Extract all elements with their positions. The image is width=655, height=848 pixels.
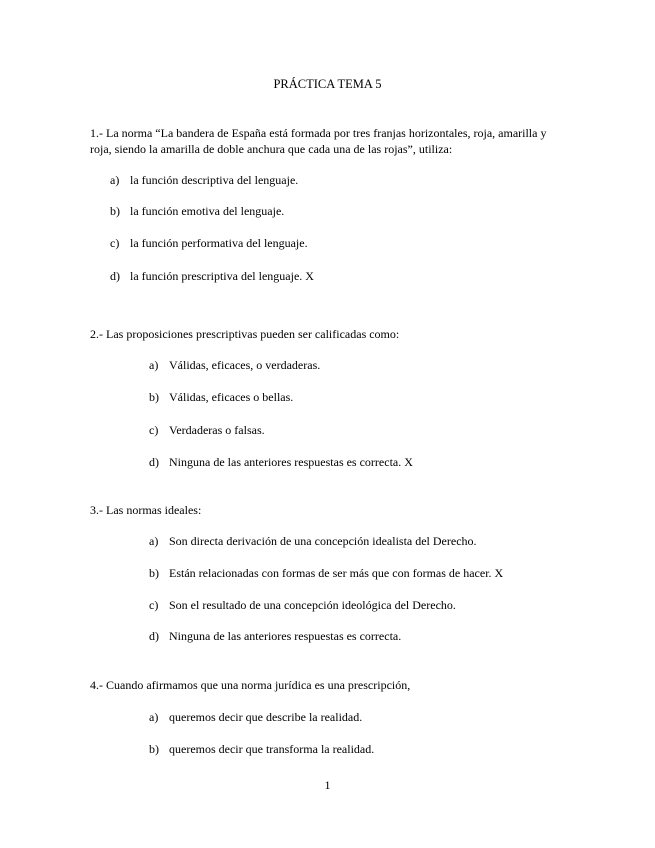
option-label: a) bbox=[149, 710, 159, 724]
option-text: Verdaderas o falsas. bbox=[169, 423, 265, 437]
question-2-text: 2.- Las proposiciones prescriptivas pueden ser calificadas como: bbox=[90, 327, 400, 341]
question-3-option-d bbox=[149, 629, 401, 644]
question-3-option-c bbox=[149, 598, 456, 613]
question-4-option-b bbox=[149, 742, 374, 757]
question-2-option-a bbox=[149, 358, 320, 373]
option-text: Ninguna de las anteriores respuestas es correcta. X bbox=[169, 455, 413, 469]
question-1-option-b bbox=[110, 204, 284, 219]
question-3-text: 3.- Las normas ideales: bbox=[90, 503, 202, 517]
option-label: c) bbox=[149, 423, 159, 437]
option-label: a) bbox=[149, 358, 159, 372]
question-1-option-d bbox=[110, 269, 314, 284]
question-1-option-c bbox=[110, 236, 308, 251]
option-text: Válidas, eficaces o bellas. bbox=[169, 390, 294, 404]
option-text: queremos decir que describe la realidad. bbox=[169, 710, 363, 724]
option-label: d) bbox=[110, 269, 120, 283]
option-label: a) bbox=[110, 173, 120, 187]
question-4-text: 4.- Cuando afirmamos que una norma jurídica es una prescripción, bbox=[90, 678, 411, 692]
question-1-text: 1.- La norma “La bandera de España está formada por tres franjas horizontales, roja, amarilla y roja, siendo la amarilla de doble anchura que cada una de las rojas”, utiliza: bbox=[90, 126, 547, 156]
question-2-option-d bbox=[149, 455, 413, 470]
question-1-option-a bbox=[110, 173, 298, 188]
question-2-option-b bbox=[149, 390, 293, 405]
option-label: b) bbox=[149, 566, 159, 580]
document-title: PRÁCTICA TEMA 5 bbox=[273, 77, 382, 91]
option-text: Son el resultado de una concepción ideológica del Derecho. bbox=[169, 598, 456, 612]
option-label: a) bbox=[149, 534, 159, 548]
option-text: Son directa derivación de una concepción idealista del Derecho. bbox=[169, 534, 477, 548]
option-label: c) bbox=[110, 236, 120, 250]
question-3-option-a bbox=[149, 534, 477, 549]
question-2-option-c bbox=[149, 423, 265, 438]
option-label: b) bbox=[149, 742, 159, 756]
option-label: d) bbox=[149, 629, 159, 643]
page-number: 1 bbox=[324, 778, 331, 792]
option-text: queremos decir que transforma la realidad. bbox=[169, 742, 375, 756]
option-label: c) bbox=[149, 598, 159, 612]
option-text: la función emotiva del lenguaje. bbox=[130, 204, 285, 218]
option-text: la función performativa del lenguaje. bbox=[130, 236, 308, 250]
question-4-option-a bbox=[149, 710, 362, 725]
option-label: d) bbox=[149, 455, 159, 469]
option-text: Ninguna de las anteriores respuestas es correcta. bbox=[169, 629, 402, 643]
option-text: la función descriptiva del lenguaje. bbox=[130, 173, 299, 187]
option-label: b) bbox=[149, 390, 159, 404]
question-3-option-b bbox=[149, 566, 503, 581]
option-label: b) bbox=[110, 204, 120, 218]
option-text: la función prescriptiva del lenguaje. X bbox=[130, 269, 314, 283]
option-text: Válidas, eficaces, o verdaderas. bbox=[169, 358, 321, 372]
option-text: Están relacionadas con formas de ser más que con formas de hacer. X bbox=[169, 566, 504, 580]
